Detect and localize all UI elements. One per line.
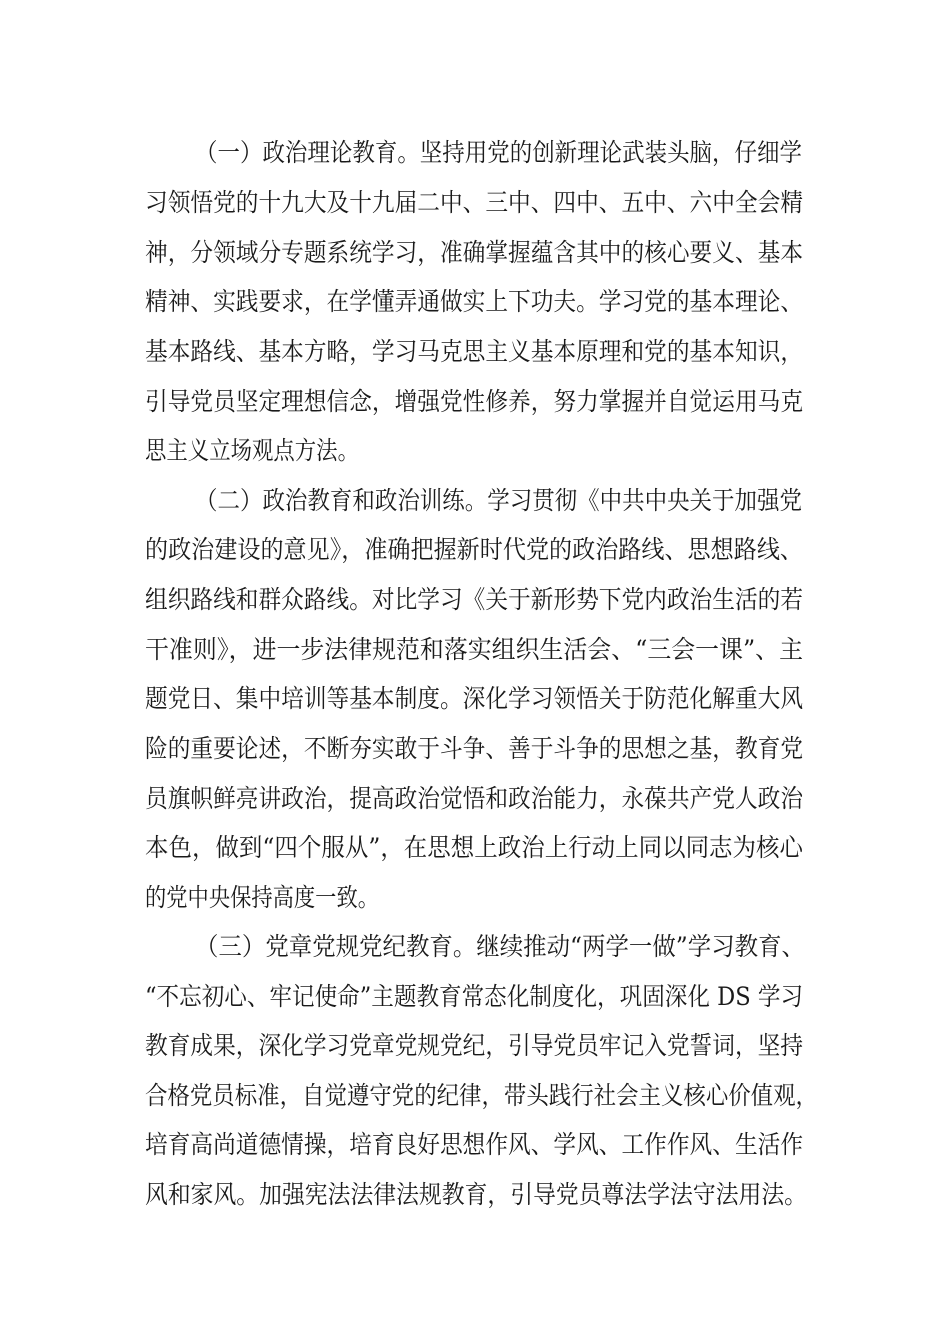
paragraph-1-line-3 xyxy=(0,231,950,275)
paragraph-2-line-5 xyxy=(0,677,950,721)
line-text: （二）政治教育和政治训练。学习贯彻《中共中央关于加强党 xyxy=(195,486,802,515)
line-text: 基本路线、基本方略，学习马克思主义基本原理和党的基本知识， xyxy=(145,337,804,366)
line-text: 精神、实践要求，在学懂弄通做实上下功夫。学习党的基本理论、 xyxy=(145,287,804,316)
line-text: 培育高尚道德情操，培育良好思想作风、学风、工作作风、生活作 xyxy=(145,1130,804,1159)
paragraph-2-line-4 xyxy=(0,628,950,672)
paragraph-2-line-9 xyxy=(0,876,950,920)
paragraph-2-line-1 xyxy=(0,479,950,523)
line-text: （三）党章党规党纪教育。继续推动“两学一做”学习教育、 xyxy=(195,932,805,961)
paragraph-1-line-4 xyxy=(0,280,950,324)
line-text: “不忘初心、牢记使命”主题教育常态化制度化，巩固深化 DS 学习 xyxy=(145,982,804,1011)
paragraph-2-line-7 xyxy=(0,777,950,821)
paragraph-1-line-1 xyxy=(0,131,950,175)
paragraph-3-line-2 xyxy=(0,975,950,1019)
line-text: 教育成果，深化学习党章党规党纪，引导党员牢记入党誓词，坚持 xyxy=(145,1031,804,1060)
line-text: 引导党员坚定理想信念，增强党性修养，努力掌握并自觉运用马克 xyxy=(145,387,804,416)
line-text: 的党中央保持高度一致。 xyxy=(145,883,380,912)
line-text: 干准则》，进一步法律规范和落实组织生活会、“三会一课”、主 xyxy=(145,635,804,664)
line-text: 的政治建设的意见》，准确把握新时代党的政治路线、思想路线、 xyxy=(145,535,804,564)
paragraph-1-line-6 xyxy=(0,380,950,424)
paragraph-1-line-5 xyxy=(0,330,950,374)
paragraph-3-line-5 xyxy=(0,1123,950,1167)
paragraph-1-line-7 xyxy=(0,429,950,473)
paragraph-3-line-6 xyxy=(0,1173,950,1217)
paragraph-3-line-1 xyxy=(0,925,950,969)
paragraph-2-line-2 xyxy=(0,528,950,572)
line-text: 风和家风。加强宪法法律法规教育，引导党员尊法学法守法用法。 xyxy=(145,1180,808,1209)
line-text: 合格党员标准，自觉遵守党的纪律，带头践行社会主义核心价值观， xyxy=(145,1081,818,1110)
line-text: 组织路线和群众路线。对比学习《关于新形势下党内政治生活的若 xyxy=(145,585,804,614)
paragraph-3-line-4 xyxy=(0,1074,950,1118)
line-text: 题党日、集中培训等基本制度。深化学习领悟关于防范化解重大风 xyxy=(145,684,804,713)
line-text: 险的重要论述，不断夯实敢于斗争、善于斗争的思想之基，教育党 xyxy=(145,734,804,763)
line-text: 神，分领域分专题系统学习，准确掌握蕴含其中的核心要义、基本 xyxy=(145,238,804,267)
line-text: 习领悟党的十九大及十九届二中、三中、四中、五中、六中全会精 xyxy=(145,188,804,217)
line-text: （一）政治理论教育。坚持用党的创新理论武装头脑，仔细学 xyxy=(195,138,802,167)
paragraph-2-line-6 xyxy=(0,727,950,771)
paragraph-1-line-2 xyxy=(0,181,950,225)
line-text: 思主义立场观点方法。 xyxy=(145,436,359,465)
paragraph-3-line-3 xyxy=(0,1024,950,1068)
paragraph-2-line-3 xyxy=(0,578,950,622)
line-text: 本色，做到“四个服从”，在思想上政治上行动上同以同志为核心 xyxy=(145,833,803,862)
paragraph-2-line-8 xyxy=(0,826,950,870)
line-text: 员旗帜鲜亮讲政治，提高政治觉悟和政治能力，永葆共产党人政治 xyxy=(145,784,804,813)
